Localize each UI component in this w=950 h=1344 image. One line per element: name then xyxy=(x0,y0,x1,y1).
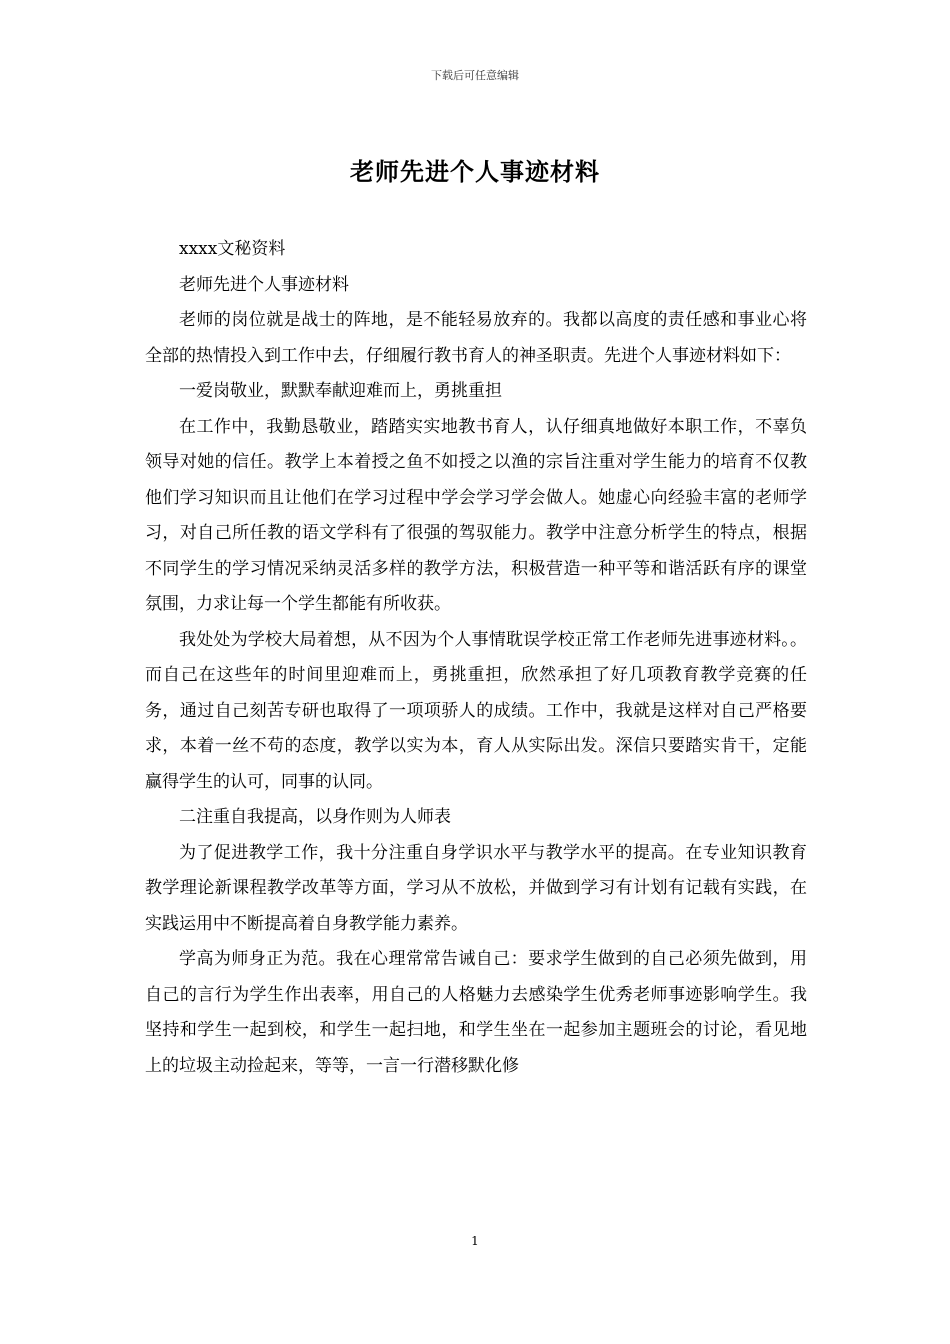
paragraph: 在工作中，我勤恳敬业，踏踏实实地教书育人，认仔细真地做好本职工作，不辜负领导对她的信任。教学上本着授之鱼不如授之以渔的宗旨注重对学生能力的培育不仅教他们学习知识而且让他们在学习过程中学会学习学会做人。她虚心向经验丰富的老师学习，对自己所任教的语文学科有了很强的驾驭能力。教学中注意分析学生的特点，根据不同学生的学习情况采纳灵活多样的教学方法，积极营造一种平等和谐活跃有序的课堂氛围，力求让每一个学生都能有所收获。 xyxy=(145,416,807,614)
section-heading-1: 一爱岗敬业，默默奉献迎难而上，勇挑重担 xyxy=(179,381,502,401)
section-heading-2: 二注重自我提高，以身作则为人师表 xyxy=(179,807,451,827)
document-title: 老师先进个人事迹材料 xyxy=(350,157,600,186)
header-note: 下载后可任意编辑 xyxy=(431,69,519,82)
paragraph: 学高为师身正为范。我在心理常常告诫自己：要求学生做到的自己必须先做到，用自己的言行为学生作出表率，用自己的人格魅力去感染学生优秀老师事迹影响学生。我坚持和学生一起到校，和学生一起扫地，和学生坐在一起参加主题班会的讨论，看见地上的垃圾主动捡起来，等等，一言一行潜移默化修 xyxy=(145,949,807,1076)
paragraph-source: xxxx文秘资料 xyxy=(179,239,286,259)
document-body xyxy=(145,232,807,1084)
paragraph: 我处处为学校大局着想，从不因为个人事情耽误学校正常工作老师先进事迹材料。。而自己在这些年的时间里迎难而上，勇挑重担，欣然承担了好几项教育教学竞赛的任务，通过自己刻苦专研也取得了一项项骄人的成绩。工作中，我就是这样对自己严格要求，本着一丝不苟的态度，教学以实为本，育人从实际出发。深信只要踏实肯干，定能赢得学生的认可，同事的认同。 xyxy=(145,629,807,792)
paragraph: 老师的岗位就是战士的阵地，是不能轻易放弃的。我都以高度的责任感和事业心将全部的热情投入到工作中去，仔细履行教书育人的神圣职责。先进个人事迹材料如下： xyxy=(145,310,807,366)
page-number: 1 xyxy=(471,1234,479,1248)
paragraph: 为了促进教学工作，我十分注重自身学识水平与教学水平的提高。在专业知识教育教学理论新课程教学改革等方面，学习从不放松，并做到学习有计划有记载有实践，在实践运用中不断提高着自身教学能力素养。 xyxy=(145,842,807,934)
paragraph-subtitle: 老师先进个人事迹材料 xyxy=(179,274,349,295)
